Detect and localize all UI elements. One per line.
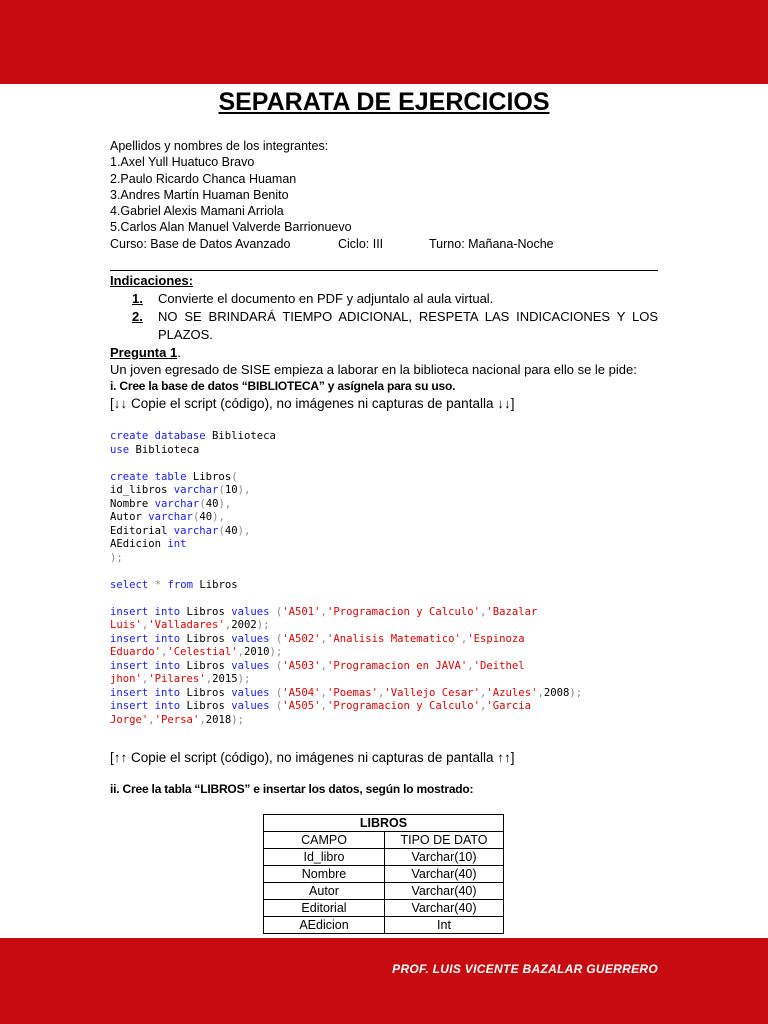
divider (110, 270, 658, 271)
sql-code-block: create database Biblioteca use Biblioteca create table Libros( id_libros varchar(10), Nombre varchar(40), Autor varchar(40), Editorial varchar(40), AEdicion int ); select * from Libros insert into Libros values ('A501','Programacion y Calculo','Bazalar Luis','Valladares',2002); insert into Libros values ('A502','Analisis Matematico','Espinoza Eduardo','Celestial',2010); insert into Libros values ('A503','Programacion en JAVA','Deithel jhon','Pilares',2015); insert into Libros values ('A504','Poemas','Vallejo Cesar','Azules',2008); insert into Libros values ('A505','Programacion y Calculo','Garcia Jorge','Persa',2018); (110, 430, 583, 726)
code-marker-start: [↓↓ Copie el script (código), no imágenes ni capturas de pantalla ↓↓] (110, 396, 515, 411)
members-label: Apellidos y nombres de los integrantes: (110, 139, 329, 153)
code-marker-end: [↑↑ Copie el script (código), no imágenes ni capturas de pantalla ↑↑] (110, 750, 515, 765)
bottom-banner (0, 938, 768, 1024)
page-title: SEPARATA DE EJERCICIOS (218, 88, 550, 116)
table-row (264, 917, 504, 934)
indication-item (110, 308, 658, 344)
table-header-tipo: TIPO DE DATO (385, 832, 504, 849)
course-name: Curso: Base de Datos Avanzado (110, 236, 291, 251)
member-item: 3.Andres Martín Huaman Benito (110, 187, 289, 202)
course-row (110, 236, 658, 252)
table-cell: Varchar(40) (385, 900, 504, 917)
indication-text: NO SE BRINDARÁ TIEMPO ADICIONAL, RESPETA LAS INDICACIONES Y LOS PLAZOS. (158, 309, 658, 342)
question-block (110, 344, 658, 412)
table-cell: Id_libro (264, 849, 385, 866)
table-cell: Autor (264, 883, 385, 900)
top-banner (0, 0, 768, 84)
table-cell: Varchar(40) (385, 866, 504, 883)
member-item: 4.Gabriel Alexis Mamani Arriola (110, 204, 284, 219)
table-row (264, 849, 504, 866)
members-block (110, 138, 658, 252)
course-cycle: Ciclo: III (338, 236, 384, 251)
indications-title: Indicaciones: (110, 273, 194, 288)
table-cell: Int (385, 917, 504, 934)
indication-item (110, 290, 658, 308)
table-title: LIBROS (264, 815, 504, 832)
question-title: Pregunta 1 (110, 345, 178, 360)
table-row (264, 866, 504, 883)
indication-text: Convierte el documento en PDF y adjuntalo al aula virtual. (158, 291, 494, 306)
indications-block (110, 272, 658, 344)
indication-number: 1. (132, 291, 143, 306)
indication-number: 2. (132, 309, 143, 324)
table-cell: Nombre (264, 866, 385, 883)
member-item: 2.Paulo Ricardo Chanca Huaman (110, 171, 297, 186)
table-row (264, 883, 504, 900)
table-cell: AEdicion (264, 917, 385, 934)
member-item: 1.Axel Yull Huatuco Bravo (110, 155, 255, 170)
table-cell: Editorial (264, 900, 385, 917)
table-cell: Varchar(10) (385, 849, 504, 866)
footer-professor: PROF. LUIS VICENTE BAZALAR GUERRERO (392, 962, 658, 976)
member-item: 5.Carlos Alan Manuel Valverde Barrionuevo (110, 220, 352, 235)
question-sub-i: i. Cree la base de datos “BIBLIOTECA” y asígnela para su uso. (110, 379, 456, 393)
table-header-campo: CAMPO (264, 832, 385, 849)
question-title-suffix: . (177, 345, 181, 360)
libros-table (263, 814, 504, 934)
question-description: Un joven egresado de SISE empieza a laborar en la biblioteca nacional para ello se le pide: (110, 362, 637, 377)
question-sub-ii: ii. Cree la tabla “LIBROS” e insertar los datos, según lo mostrado: (110, 782, 474, 796)
table-row (264, 900, 504, 917)
table-cell: Varchar(40) (385, 883, 504, 900)
course-shift: Turno: Mañana-Noche (429, 236, 554, 251)
